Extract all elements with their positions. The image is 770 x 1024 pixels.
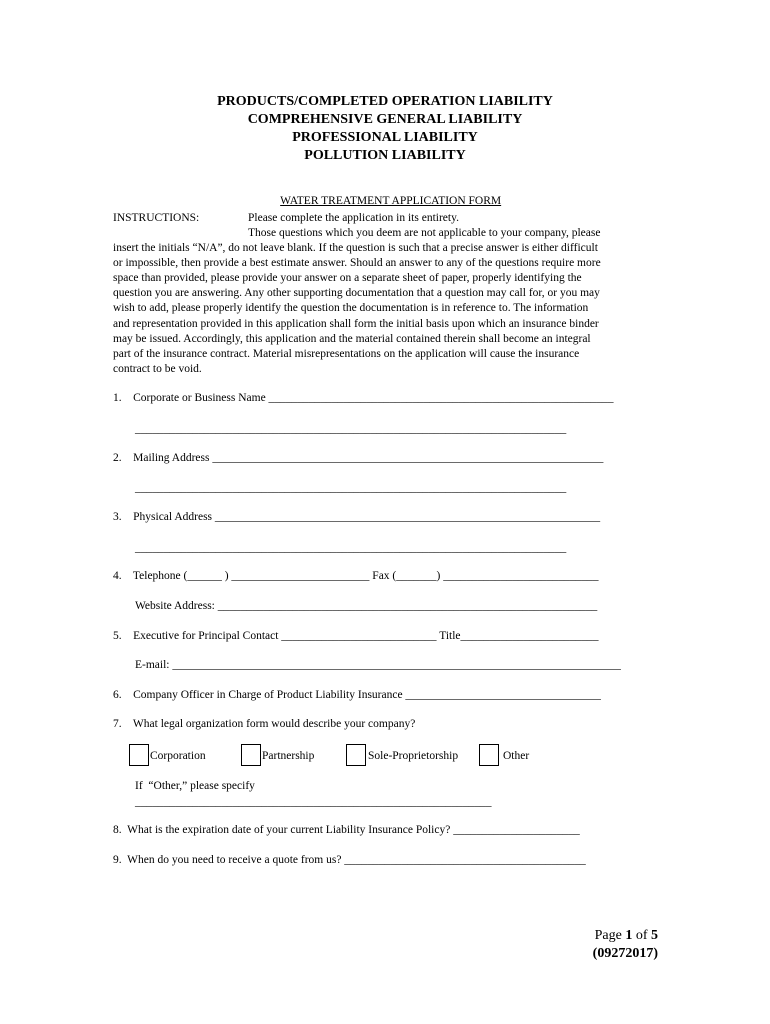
instructions-line: Those questions which you deem are not applicable to your company, please bbox=[248, 227, 601, 239]
title-line-1: PRODUCTS/COMPLETED OPERATION LIABILITY bbox=[217, 94, 553, 109]
instructions-line: space than provided, please provide your answer on a separate sheet of paper, properly identifying the bbox=[113, 272, 582, 285]
question-1-continuation-field[interactable]: ___________________________________________________________________________ bbox=[135, 423, 567, 435]
question-5-email-field[interactable]: E-mail: ______________________________________________________________________________ bbox=[135, 659, 621, 671]
other-checkbox[interactable] bbox=[479, 744, 499, 766]
question-4-website-field[interactable]: Website Address: __________________________________________________________________ bbox=[135, 600, 598, 612]
question-1-business-name-field[interactable]: 1. Corporate or Business Name ____________________________________________________________ bbox=[113, 392, 614, 404]
title-line-2: COMPREHENSIVE GENERAL LIABILITY bbox=[247, 112, 523, 127]
question-3-continuation-field[interactable]: ___________________________________________________________________________ bbox=[135, 542, 567, 554]
other-specify-label: If “Other,” please specify bbox=[135, 780, 255, 792]
instructions-first-line: Please complete the application in its entirety. bbox=[248, 212, 459, 224]
instructions-line: part of the insurance contract. Material misrepresentations on the application will cause the insurance bbox=[113, 347, 580, 360]
question-2-continuation-field[interactable]: ___________________________________________________________________________ bbox=[135, 482, 567, 494]
question-6-officer-field[interactable]: 6. Company Officer in Charge of Product Liability Insurance __________________________________ bbox=[113, 689, 601, 701]
instructions-line: wish to add, please properly identify the question the documentation is in reference to. The information bbox=[113, 302, 589, 315]
corporation-option-label: Corporation bbox=[150, 750, 206, 762]
instructions-line: may be issued. Accordingly, this application and the material contained therein shall become an integral bbox=[113, 332, 591, 345]
page-number bbox=[595, 927, 658, 945]
instructions-paragraph bbox=[113, 226, 658, 377]
other-option-label: Other bbox=[503, 750, 530, 762]
page-total: 5 bbox=[651, 928, 658, 943]
other-specify-field[interactable]: ______________________________________________________________ bbox=[135, 796, 492, 808]
instructions-line: question you are answering. Any other supporting documentation that a question may call for, or you may bbox=[113, 287, 600, 300]
sole-proprietorship-option-label: Sole-Proprietorship bbox=[368, 750, 459, 762]
page-of: of bbox=[632, 928, 651, 943]
question-4-telephone-fax-field[interactable]: 4. Telephone (______ ) ________________________ Fax (_______) ___________________________ bbox=[113, 570, 599, 582]
partnership-option-label: Partnership bbox=[262, 750, 315, 762]
question-7-label: 7. What legal organization form would describe your company? bbox=[113, 718, 416, 730]
form-name-text: WATER TREATMENT APPLICATION FORM bbox=[280, 195, 502, 207]
page-current: 1 bbox=[625, 928, 633, 943]
question-8-expiration-field[interactable]: 8. What is the expiration date of your current Liability Insurance Policy? ______________________ bbox=[113, 824, 580, 836]
instructions-label: INSTRUCTIONS: bbox=[113, 212, 200, 224]
question-5-contact-title-field[interactable]: 5. Executive for Principal Contact ___________________________ Title________________________ bbox=[113, 630, 599, 642]
corporation-checkbox[interactable] bbox=[129, 744, 149, 766]
instructions-line: and representation provided in this application shall form the initial basis upon which an insurance binder bbox=[113, 317, 599, 330]
question-2-mailing-address-field[interactable]: 2. Mailing Address ____________________________________________________________________ bbox=[113, 452, 604, 464]
title-line-4: POLLUTION LIABILITY bbox=[304, 148, 466, 163]
partnership-checkbox[interactable] bbox=[241, 744, 261, 766]
instructions-line: contract to be void. bbox=[113, 362, 202, 375]
question-9-quote-date-field[interactable]: 9. When do you need to receive a quote from us? __________________________________________ bbox=[113, 854, 586, 866]
question-3-physical-address-field[interactable]: 3. Physical Address ___________________________________________________________________ bbox=[113, 511, 601, 523]
instructions-line: or impossible, then provide a best estimate answer. Should an answer to any of the questions require more bbox=[113, 257, 601, 270]
page-prefix: Page bbox=[594, 928, 626, 943]
sole-proprietorship-checkbox[interactable] bbox=[346, 744, 366, 766]
title-line-3: PROFESSIONAL LIABILITY bbox=[292, 130, 478, 145]
instructions-line: insert the initials “N/A”, do not leave blank. If the question is such that a precise answer is either difficult bbox=[113, 242, 598, 255]
form-code: (09272017) bbox=[592, 946, 658, 961]
